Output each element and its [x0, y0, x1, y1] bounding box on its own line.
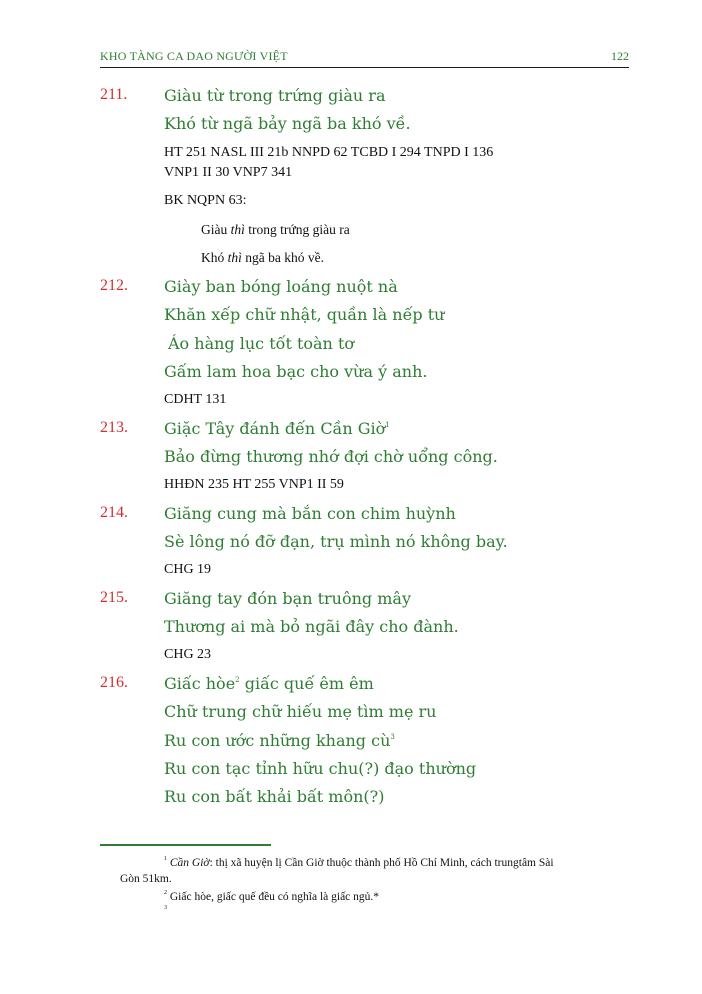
page-header	[100, 49, 629, 68]
entry-number-215: 215.	[100, 589, 128, 606]
verse-line: Bảo đừng thương nhớ đợi chờ uổng công.	[164, 447, 498, 466]
source-reference: HT 251 NASL III 21b NNPD 62 TCBD I 294 TNPD I 136	[164, 145, 494, 160]
footnote-1: $^1$ Cần Giờ: thị xã huyện lị Cần Giờ thuộc thành phố Hồ Chí Minh, cách trungtâm Sài	[164, 856, 554, 869]
source-reference: CDHT 131	[164, 392, 227, 407]
verse-line: Giấc hòe$^2$ giấc quế êm êm	[164, 674, 374, 693]
source-reference: VNP1 II 30 VNP7 341	[164, 165, 293, 180]
verse-line: Khăn xếp chữ nhật, quần là nếp tư	[164, 305, 445, 324]
entry-number-212: 212.	[100, 277, 128, 294]
footnote-3: 3	[164, 905, 167, 911]
verse-line: Giặc Tây đánh đến Cần Giờ$^1$	[164, 419, 390, 438]
footnote-2: $^2$ Giấc hòe, giấc quế đều có nghĩa là giấc ngủ.*	[164, 890, 380, 903]
source-reference: CHG 23	[164, 647, 212, 662]
source-reference: HHĐN 235 HT 255 VNP1 II 59	[164, 477, 344, 492]
variant-line: Khó thì ngã ba khó về.	[201, 250, 324, 265]
footnote-marker: 3	[390, 733, 395, 741]
verse-line: Áo hàng lục tốt toàn tơ	[168, 334, 355, 353]
source-reference: CHG 19	[164, 562, 212, 577]
variant-line: Giàu thì trong trứng giàu ra	[201, 222, 350, 237]
variant-note: BK NQPN 63:	[164, 193, 247, 208]
footnote-marker: 2	[235, 676, 240, 684]
verse-line: Sè lông nó đỡ đạn, trụ mình nó không bay.	[164, 532, 508, 551]
verse-line: Thương ai mà bỏ ngãi đây cho đành.	[164, 617, 459, 636]
verse-line: Giày ban bóng loáng nuột nà	[164, 277, 398, 296]
page-number: 122	[611, 49, 629, 63]
entry-number-214: 214.	[100, 504, 128, 521]
verse-line: Ru con ước những khang $cù^3$	[164, 731, 395, 750]
entry-number-216: 216.	[100, 674, 128, 691]
verse-line: Khó từ ngã bảy ngã ba khó về.	[164, 114, 411, 133]
verse-line: Chữ trung chữ hiếu mẹ tìm mẹ ru	[164, 702, 437, 721]
footnote-1-continued: Gòn 51km.	[120, 873, 172, 885]
entry-number-211: 211.	[100, 86, 128, 103]
verse-line: Giăng tay đón bạn truông mây	[164, 589, 411, 608]
verse-line: Giăng cung mà bắn con chim huỳnh	[164, 504, 456, 523]
footnote-divider	[100, 844, 271, 846]
footnote-marker: 1	[385, 421, 390, 429]
book-title: KHO TÀNG CA DAO NGƯỜI VIỆT	[100, 49, 288, 63]
verse-line: Gấm lam hoa bạc cho vừa ý anh.	[164, 362, 428, 381]
verse-line: Ru con tạc tỉnh hữu chu(?) đạo thường	[164, 759, 477, 778]
verse-line: Giàu từ trong trứng giàu ra	[164, 86, 386, 105]
verse-line: Ru con bất khải bất môn(?)	[164, 787, 385, 806]
entry-number-213: 213.	[100, 419, 128, 436]
